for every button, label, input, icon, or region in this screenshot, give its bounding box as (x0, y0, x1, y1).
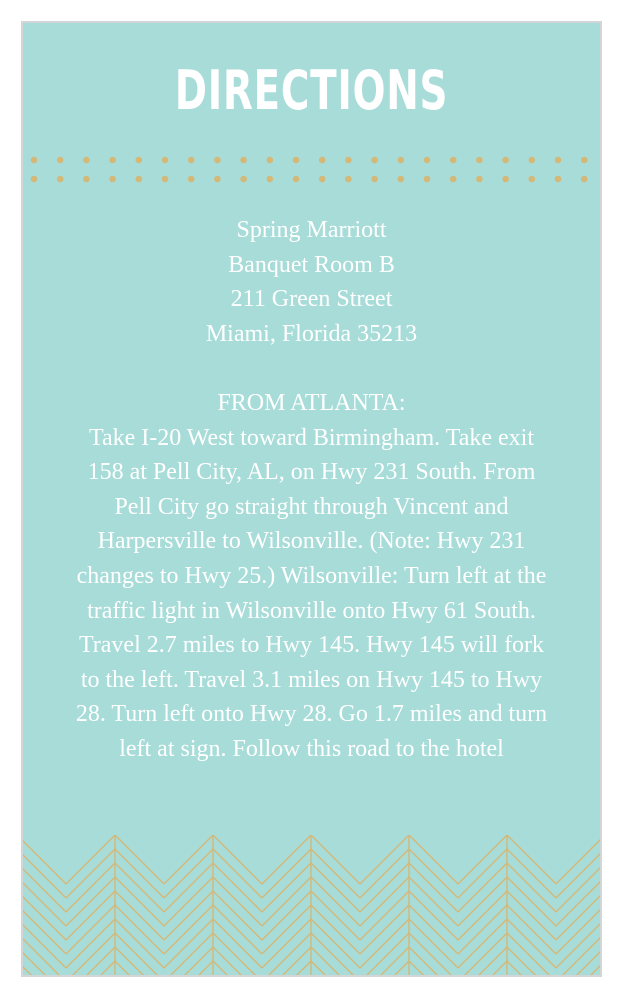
divider-dot (476, 157, 483, 164)
divider-dot (319, 176, 326, 183)
divider-dot (502, 176, 509, 183)
divider-dot (555, 176, 562, 183)
divider-dot (293, 157, 300, 164)
divider-dot (502, 157, 509, 164)
divider-dot (214, 176, 221, 183)
divider-dot (267, 157, 274, 164)
chevron-line (556, 975, 602, 977)
divider-dot (57, 157, 64, 164)
divider-dot (424, 157, 431, 164)
chevron-line (66, 975, 164, 977)
chevron-pattern-decoration (23, 835, 602, 977)
divider-dot (188, 157, 195, 164)
divider-dot (555, 157, 562, 164)
divider-dot (450, 157, 457, 164)
venue-street: 211 Green Street (230, 286, 393, 313)
card-body (73, 213, 550, 767)
divider-dot (529, 176, 536, 183)
venue-city: Miami, Florida 35213 (205, 320, 418, 347)
divider-dot (371, 176, 378, 183)
directions-card (21, 21, 602, 977)
divider-dot (83, 176, 90, 183)
divider-dot (398, 157, 405, 164)
chevron-line (23, 933, 66, 977)
divider-dot (240, 176, 247, 183)
divider-dot (188, 176, 195, 183)
divider-dot (398, 176, 405, 183)
divider-dot (293, 176, 300, 183)
divider-dot (267, 176, 274, 183)
venue-name: Spring Marriott (236, 217, 387, 243)
directions-text: Take I-20 West toward Birmingham. Take exit 158 at Pell City, AL, on Hwy 231 South. From Pell City go straight through Vincent and Harpersville to Wilsonville. (Note: Hwy 231 changes to Hwy 25.) Wilsonville: Turn left at the traffic light in Wilsonville onto Hwy 61 South. Travel 2.7 miles to Hwy 145. Hwy 145 will fork to the left. Travel 3.1 miles on Hwy 145 to Hwy 28. Turn left onto Hwy 28. Go 1.7 miles and turn left at sign. Follow this road to the hotel (75, 424, 548, 762)
page-title: DIRECTIONS (174, 59, 449, 122)
directions-heading: FROM ATLANTA: (217, 389, 406, 416)
divider-dot (162, 176, 169, 183)
chevron-line (262, 975, 360, 977)
divider-dot (83, 157, 90, 164)
divider-dot (136, 176, 143, 183)
dotted-divider (23, 153, 602, 185)
chevron-line (23, 975, 66, 977)
divider-dot (581, 176, 588, 183)
divider-dot (450, 176, 457, 183)
divider-dot (581, 157, 588, 164)
divider-dot (345, 157, 352, 164)
divider-dot (162, 157, 169, 164)
venue-room: Banquet Room B (228, 251, 395, 278)
divider-dot (57, 176, 64, 183)
divider-dot (109, 157, 116, 164)
divider-dot (424, 176, 431, 183)
chevron-line (458, 975, 556, 977)
divider-dot (240, 157, 247, 164)
divider-dot (109, 176, 116, 183)
divider-dot (529, 157, 536, 164)
chevron-line (360, 975, 458, 977)
divider-dot (345, 176, 352, 183)
divider-dot (136, 157, 143, 164)
chevron-line (164, 975, 262, 977)
divider-dot (31, 176, 38, 183)
divider-dot (319, 157, 326, 164)
divider-dot (371, 157, 378, 164)
divider-dot (31, 157, 38, 164)
divider-dot (214, 157, 221, 164)
divider-dot (476, 176, 483, 183)
